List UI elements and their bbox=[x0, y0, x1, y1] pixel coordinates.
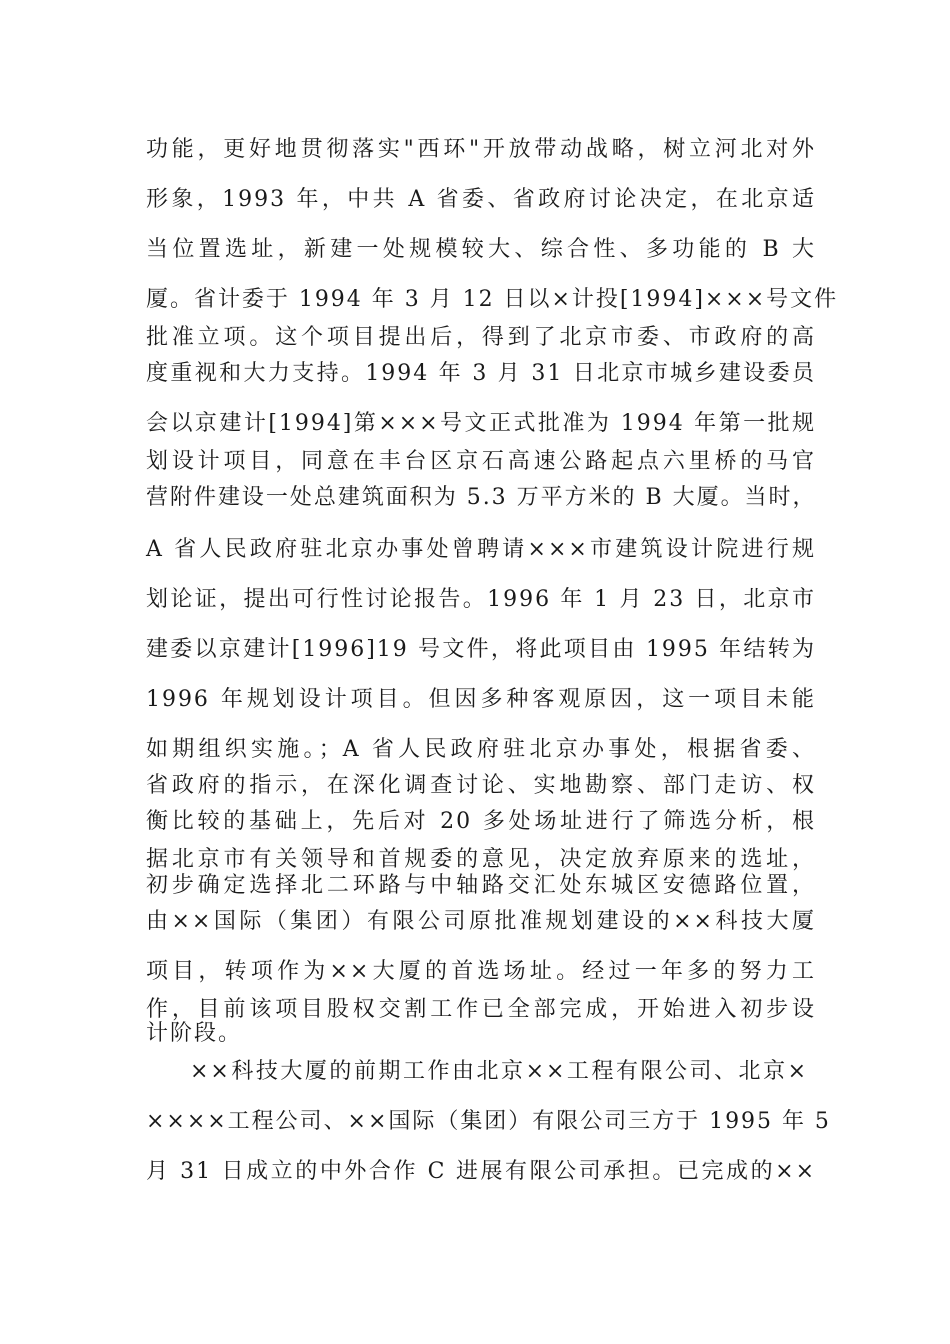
text-line: 如期组织实施。；A 省人民政府驻北京办事处，根据省委、 bbox=[146, 737, 816, 762]
text-line: 衡比较的基础上，先后对 20 多处场址进行了筛选分析，根 bbox=[146, 809, 816, 834]
text-line: ××××工程公司、××国际（集团）有限公司三方于 1995 年 5 bbox=[146, 1109, 831, 1134]
text-line: 由××国际（集团）有限公司原批准规划建设的××科技大厦 bbox=[146, 909, 816, 934]
text-line: 划设计项目，同意在丰台区京石高速公路起点六里桥的马官 bbox=[146, 449, 816, 474]
text-line: 省政府的指示，在深化调查讨论、实地勘察、部门走访、权 bbox=[146, 773, 816, 798]
text-line: 厦。省计委于 1994 年 3 月 12 日以×计投[1994]×××号文件 bbox=[146, 287, 839, 312]
text-line: 作，目前该项目股权交割工作已全部完成，开始进入初步设 bbox=[146, 997, 816, 1022]
text-line: 初步确定选择北二环路与中轴路交汇处东城区安德路位置， bbox=[146, 873, 816, 898]
text-line: 据北京市有关领导和首规委的意见，决定放弃原来的选址， bbox=[146, 847, 816, 872]
text-line: 项目，转项作为××大厦的首选场址。经过一年多的努力工 bbox=[146, 959, 816, 984]
text-line: ××科技大厦的前期工作由北京××工程有限公司、北京× bbox=[190, 1059, 808, 1084]
text-line: A 省人民政府驻北京办事处曾聘请×××市建筑设计院进行规 bbox=[146, 537, 816, 562]
text-line: 形象，1993 年，中共 A 省委、省政府讨论决定，在北京适 bbox=[146, 187, 816, 212]
text-line: 当位置选址，新建一处规模较大、综合性、多功能的 B 大 bbox=[146, 237, 816, 262]
text-line: 月 31 日成立的中外合作 C 进展有限公司承担。已完成的×× bbox=[146, 1159, 816, 1184]
text-line: 1996 年规划设计项目。但因多种客观原因，这一项目未能 bbox=[146, 687, 816, 712]
text-line: 计阶段。 bbox=[146, 1021, 242, 1046]
text-line: 批准立项。这个项目提出后，得到了北京市委、市政府的高 bbox=[146, 325, 816, 350]
text-line: 功能，更好地贯彻落实"西环"开放带动战略，树立河北对外 bbox=[146, 137, 816, 162]
text-line: 建委以京建计[1996]19 号文件，将此项目由 1995 年结转为 bbox=[146, 637, 816, 662]
text-line: 会以京建计[1994]第×××号文正式批准为 1994 年第一批规 bbox=[146, 411, 816, 436]
text-line: 营附件建设一处总建筑面积为 5.3 万平方米的 B 大厦。当时， bbox=[146, 485, 817, 510]
text-line: 度重视和大力支持。1994 年 3 月 31 日北京市城乡建设委员 bbox=[146, 361, 816, 386]
text-line: 划论证，提出可行性讨论报告。1996 年 1 月 23 日，北京市 bbox=[146, 587, 816, 612]
